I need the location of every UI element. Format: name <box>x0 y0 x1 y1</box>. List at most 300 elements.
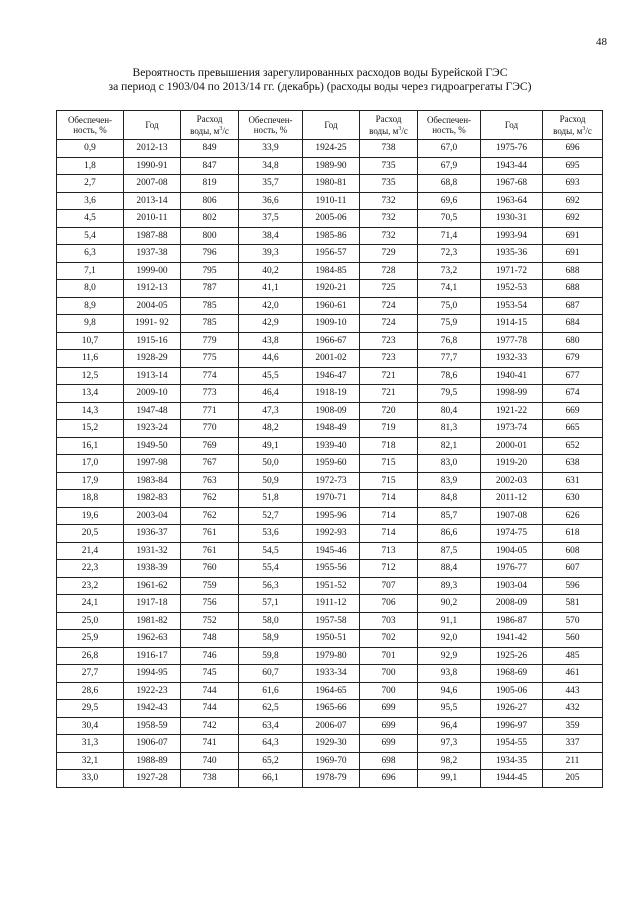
probability-cell: 65,2 <box>239 752 303 770</box>
flow-cell: 359 <box>543 717 603 735</box>
table-row <box>57 647 603 665</box>
flow-cell: 714 <box>360 525 418 543</box>
flow-cell: 699 <box>360 700 418 718</box>
probability-cell: 64,3 <box>239 735 303 753</box>
probability-cell: 79,5 <box>418 385 481 403</box>
header-year: Год <box>303 111 360 140</box>
flow-cell: 762 <box>181 490 239 508</box>
year-cell: 1998-99 <box>481 385 543 403</box>
table-row <box>57 402 603 420</box>
year-cell: 2011-12 <box>481 490 543 508</box>
probability-cell: 43,8 <box>239 332 303 350</box>
probability-cell: 9,8 <box>57 315 124 333</box>
table-row <box>57 420 603 438</box>
table-row <box>57 560 603 578</box>
year-cell: 1940-41 <box>481 367 543 385</box>
probability-cell: 37,5 <box>239 210 303 228</box>
probability-cell: 3,6 <box>57 192 124 210</box>
table-row <box>57 630 603 648</box>
year-cell: 1949-50 <box>124 437 181 455</box>
year-cell: 1933-34 <box>303 665 360 683</box>
flow-cell: 693 <box>543 175 603 193</box>
flow-cell: 819 <box>181 175 239 193</box>
probability-cell: 96,4 <box>418 717 481 735</box>
table-row <box>57 717 603 735</box>
probability-cell: 10,7 <box>57 332 124 350</box>
year-cell: 1977-78 <box>481 332 543 350</box>
flow-cell: 720 <box>360 402 418 420</box>
flow-cell: 775 <box>181 350 239 368</box>
probability-cell: 52,7 <box>239 507 303 525</box>
probability-cell: 92,9 <box>418 647 481 665</box>
flow-cell: 652 <box>543 437 603 455</box>
flow-cell: 759 <box>181 577 239 595</box>
probability-cell: 60,7 <box>239 665 303 683</box>
flow-cell: 762 <box>181 507 239 525</box>
probability-cell: 82,1 <box>418 437 481 455</box>
year-cell: 1974-75 <box>481 525 543 543</box>
probability-cell: 5,4 <box>57 227 124 245</box>
year-cell: 1906-07 <box>124 735 181 753</box>
probability-cell: 75,0 <box>418 297 481 315</box>
flow-cell: 596 <box>543 577 603 595</box>
flow-cell: 581 <box>543 595 603 613</box>
probability-cell: 95,5 <box>418 700 481 718</box>
flow-cell: 742 <box>181 717 239 735</box>
probability-cell: 49,1 <box>239 437 303 455</box>
probability-cell: 66,1 <box>239 770 303 788</box>
probability-cell: 16,1 <box>57 437 124 455</box>
flow-cell: 738 <box>181 770 239 788</box>
probability-cell: 32,1 <box>57 752 124 770</box>
probability-cell: 76,8 <box>418 332 481 350</box>
flow-cell: 707 <box>360 577 418 595</box>
flow-cell: 785 <box>181 297 239 315</box>
year-cell: 1918-19 <box>303 385 360 403</box>
probability-cell: 63,4 <box>239 717 303 735</box>
year-cell: 1922-23 <box>124 682 181 700</box>
year-cell: 1927-28 <box>124 770 181 788</box>
year-cell: 1956-57 <box>303 245 360 263</box>
table-row <box>57 770 603 788</box>
title-line-2: за период с 1903/04 по 2013/14 гг. (декабрь) (расходы воды через гидроагрегаты ГЭС) <box>108 80 532 93</box>
flow-cell: 763 <box>181 472 239 490</box>
year-cell: 1959-60 <box>303 455 360 473</box>
table-row <box>57 227 603 245</box>
probability-cell: 67,9 <box>418 157 481 175</box>
year-cell: 2006-07 <box>303 717 360 735</box>
year-cell: 1991- 92 <box>124 315 181 333</box>
probability-cell: 4,5 <box>57 210 124 228</box>
probability-cell: 78,6 <box>418 367 481 385</box>
probability-cell: 19,6 <box>57 507 124 525</box>
year-cell: 1985-86 <box>303 227 360 245</box>
flow-cell: 560 <box>543 630 603 648</box>
table-row <box>57 437 603 455</box>
year-cell: 2012-13 <box>124 140 181 158</box>
probability-cell: 23,2 <box>57 577 124 595</box>
probability-cell: 15,2 <box>57 420 124 438</box>
probability-cell: 89,3 <box>418 577 481 595</box>
year-cell: 1903-04 <box>481 577 543 595</box>
document-title <box>0 66 640 94</box>
flow-cell: 785 <box>181 315 239 333</box>
table-row <box>57 455 603 473</box>
year-cell: 1929-30 <box>303 735 360 753</box>
flow-cell: 748 <box>181 630 239 648</box>
flow-cell: 485 <box>543 647 603 665</box>
year-cell: 1950-51 <box>303 630 360 648</box>
table-row <box>57 175 603 193</box>
table-row <box>57 192 603 210</box>
year-cell: 2007-08 <box>124 175 181 193</box>
probability-cell: 77,7 <box>418 350 481 368</box>
year-cell: 1924-25 <box>303 140 360 158</box>
year-cell: 1937-38 <box>124 245 181 263</box>
probability-cell: 70,5 <box>418 210 481 228</box>
flow-cell: 849 <box>181 140 239 158</box>
table-row <box>57 472 603 490</box>
flow-cell: 719 <box>360 420 418 438</box>
probability-cell: 80,4 <box>418 402 481 420</box>
flow-probability-table <box>56 110 603 788</box>
year-cell: 1972-73 <box>303 472 360 490</box>
probability-cell: 81,3 <box>418 420 481 438</box>
year-cell: 1966-67 <box>303 332 360 350</box>
probability-cell: 2,7 <box>57 175 124 193</box>
flow-cell: 800 <box>181 227 239 245</box>
table-row <box>57 280 603 298</box>
probability-cell: 30,4 <box>57 717 124 735</box>
probability-cell: 83,0 <box>418 455 481 473</box>
table-row <box>57 350 603 368</box>
year-cell: 1938-39 <box>124 560 181 578</box>
year-cell: 2009-10 <box>124 385 181 403</box>
probability-cell: 17,0 <box>57 455 124 473</box>
table-row <box>57 507 603 525</box>
flow-cell: 680 <box>543 332 603 350</box>
year-cell: 1942-43 <box>124 700 181 718</box>
flow-cell: 795 <box>181 262 239 280</box>
probability-cell: 22,3 <box>57 560 124 578</box>
flow-cell: 607 <box>543 560 603 578</box>
probability-cell: 71,4 <box>418 227 481 245</box>
probability-cell: 26,8 <box>57 647 124 665</box>
probability-cell: 90,2 <box>418 595 481 613</box>
probability-cell: 25,0 <box>57 612 124 630</box>
probability-cell: 92,0 <box>418 630 481 648</box>
table-row <box>57 665 603 683</box>
flow-cell: 698 <box>360 752 418 770</box>
flow-cell: 696 <box>360 770 418 788</box>
flow-cell: 432 <box>543 700 603 718</box>
year-cell: 1915-16 <box>124 332 181 350</box>
probability-cell: 72,3 <box>418 245 481 263</box>
flow-cell: 744 <box>181 682 239 700</box>
probability-cell: 50,0 <box>239 455 303 473</box>
year-cell: 1932-33 <box>481 350 543 368</box>
year-cell: 1983-84 <box>124 472 181 490</box>
year-cell: 2013-14 <box>124 192 181 210</box>
probability-cell: 40,2 <box>239 262 303 280</box>
flow-cell: 687 <box>543 297 603 315</box>
year-cell: 1973-74 <box>481 420 543 438</box>
flow-cell: 769 <box>181 437 239 455</box>
year-cell: 1951-52 <box>303 577 360 595</box>
year-cell: 1960-61 <box>303 297 360 315</box>
flow-cell: 570 <box>543 612 603 630</box>
year-cell: 1944-45 <box>481 770 543 788</box>
year-cell: 1962-63 <box>124 630 181 648</box>
probability-cell: 53,6 <box>239 525 303 543</box>
year-cell: 1936-37 <box>124 525 181 543</box>
flow-cell: 692 <box>543 192 603 210</box>
year-cell: 1961-62 <box>124 577 181 595</box>
flow-cell: 767 <box>181 455 239 473</box>
year-cell: 1931-32 <box>124 542 181 560</box>
flow-cell: 787 <box>181 280 239 298</box>
flow-cell: 779 <box>181 332 239 350</box>
table-row <box>57 700 603 718</box>
table-body <box>57 140 603 788</box>
title-line-1: Вероятность превышения зарегулированных расходов воды Бурейской ГЭС <box>132 66 508 79</box>
flow-cell: 732 <box>360 227 418 245</box>
probability-cell: 1,8 <box>57 157 124 175</box>
flow-cell: 631 <box>543 472 603 490</box>
header-year: Год <box>481 111 543 140</box>
probability-cell: 28,6 <box>57 682 124 700</box>
year-cell: 1925-26 <box>481 647 543 665</box>
flow-cell: 443 <box>543 682 603 700</box>
year-cell: 1941-42 <box>481 630 543 648</box>
flow-cell: 691 <box>543 227 603 245</box>
table-header-row <box>57 111 603 140</box>
flow-cell: 701 <box>360 647 418 665</box>
probability-cell: 36,6 <box>239 192 303 210</box>
flow-cell: 688 <box>543 262 603 280</box>
year-cell: 1905-06 <box>481 682 543 700</box>
page-number: 48 <box>596 36 607 48</box>
flow-cell: 692 <box>543 210 603 228</box>
year-cell: 1986-87 <box>481 612 543 630</box>
probability-cell: 99,1 <box>418 770 481 788</box>
table-row <box>57 735 603 753</box>
flow-cell: 703 <box>360 612 418 630</box>
flow-cell: 729 <box>360 245 418 263</box>
probability-cell: 56,3 <box>239 577 303 595</box>
probability-cell: 50,9 <box>239 472 303 490</box>
probability-cell: 33,0 <box>57 770 124 788</box>
probability-cell: 97,3 <box>418 735 481 753</box>
probability-cell: 73,2 <box>418 262 481 280</box>
probability-cell: 57,1 <box>239 595 303 613</box>
year-cell: 1953-54 <box>481 297 543 315</box>
table-row <box>57 210 603 228</box>
year-cell: 1916-17 <box>124 647 181 665</box>
flow-cell: 677 <box>543 367 603 385</box>
year-cell: 1911-12 <box>303 595 360 613</box>
probability-cell: 98,2 <box>418 752 481 770</box>
year-cell: 1996-97 <box>481 717 543 735</box>
flow-cell: 211 <box>543 752 603 770</box>
probability-cell: 17,9 <box>57 472 124 490</box>
probability-cell: 42,0 <box>239 297 303 315</box>
year-cell: 2010-11 <box>124 210 181 228</box>
year-cell: 1963-64 <box>481 192 543 210</box>
flow-cell: 802 <box>181 210 239 228</box>
flow-cell: 723 <box>360 332 418 350</box>
year-cell: 1971-72 <box>481 262 543 280</box>
probability-cell: 29,5 <box>57 700 124 718</box>
table-row <box>57 245 603 263</box>
year-cell: 1988-89 <box>124 752 181 770</box>
flow-cell: 205 <box>543 770 603 788</box>
probability-cell: 84,8 <box>418 490 481 508</box>
flow-cell: 738 <box>360 140 418 158</box>
probability-cell: 83,9 <box>418 472 481 490</box>
year-cell: 1975-76 <box>481 140 543 158</box>
year-cell: 2004-05 <box>124 297 181 315</box>
flow-cell: 735 <box>360 157 418 175</box>
year-cell: 2002-03 <box>481 472 543 490</box>
flow-cell: 702 <box>360 630 418 648</box>
year-cell: 1958-59 <box>124 717 181 735</box>
probability-cell: 46,4 <box>239 385 303 403</box>
table-row <box>57 262 603 280</box>
year-cell: 1913-14 <box>124 367 181 385</box>
year-cell: 2000-01 <box>481 437 543 455</box>
flow-cell: 706 <box>360 595 418 613</box>
flow-cell: 718 <box>360 437 418 455</box>
table-row <box>57 612 603 630</box>
year-cell: 1939-40 <box>303 437 360 455</box>
table-row <box>57 490 603 508</box>
probability-cell: 38,4 <box>239 227 303 245</box>
probability-cell: 45,5 <box>239 367 303 385</box>
flow-cell: 723 <box>360 350 418 368</box>
table-row <box>57 595 603 613</box>
year-cell: 1904-05 <box>481 542 543 560</box>
year-cell: 1948-49 <box>303 420 360 438</box>
flow-cell: 745 <box>181 665 239 683</box>
year-cell: 2005-06 <box>303 210 360 228</box>
year-cell: 1945-46 <box>303 542 360 560</box>
flow-cell: 761 <box>181 542 239 560</box>
year-cell: 1990-91 <box>124 157 181 175</box>
probability-cell: 91,1 <box>418 612 481 630</box>
flow-cell: 774 <box>181 367 239 385</box>
flow-cell: 732 <box>360 192 418 210</box>
flow-cell: 700 <box>360 682 418 700</box>
year-cell: 1984-85 <box>303 262 360 280</box>
probability-cell: 12,5 <box>57 367 124 385</box>
flow-cell: 756 <box>181 595 239 613</box>
probability-cell: 6,3 <box>57 245 124 263</box>
header-flow: Расход воды, $м^3/с$ <box>543 111 603 140</box>
flow-cell: 752 <box>181 612 239 630</box>
probability-cell: 62,5 <box>239 700 303 718</box>
year-cell: 1930-31 <box>481 210 543 228</box>
header-probability: Обеспечен- ность, % <box>239 111 303 140</box>
probability-cell: 75,9 <box>418 315 481 333</box>
probability-cell: 7,1 <box>57 262 124 280</box>
flow-cell: 724 <box>360 297 418 315</box>
flow-cell: 714 <box>360 490 418 508</box>
flow-cell: 732 <box>360 210 418 228</box>
year-cell: 1908-09 <box>303 402 360 420</box>
year-cell: 1969-70 <box>303 752 360 770</box>
flow-cell: 715 <box>360 455 418 473</box>
year-cell: 1995-96 <box>303 507 360 525</box>
table-row <box>57 682 603 700</box>
flow-cell: 713 <box>360 542 418 560</box>
year-cell: 1952-53 <box>481 280 543 298</box>
year-cell: 1943-44 <box>481 157 543 175</box>
flow-cell: 630 <box>543 490 603 508</box>
probability-cell: 68,8 <box>418 175 481 193</box>
table-row <box>57 140 603 158</box>
flow-cell: 847 <box>181 157 239 175</box>
flow-cell: 688 <box>543 280 603 298</box>
probability-cell: 61,6 <box>239 682 303 700</box>
flow-cell: 806 <box>181 192 239 210</box>
probability-cell: 74,1 <box>418 280 481 298</box>
year-cell: 1912-13 <box>124 280 181 298</box>
table-row <box>57 577 603 595</box>
year-cell: 1993-94 <box>481 227 543 245</box>
year-cell: 1981-82 <box>124 612 181 630</box>
flow-cell: 714 <box>360 507 418 525</box>
flow-cell: 746 <box>181 647 239 665</box>
flow-cell: 695 <box>543 157 603 175</box>
year-cell: 1921-22 <box>481 402 543 420</box>
probability-cell: 69,6 <box>418 192 481 210</box>
flow-cell: 725 <box>360 280 418 298</box>
flow-cell: 712 <box>360 560 418 578</box>
year-cell: 1979-80 <box>303 647 360 665</box>
year-cell: 1935-36 <box>481 245 543 263</box>
probability-cell: 35,7 <box>239 175 303 193</box>
flow-cell: 761 <box>181 525 239 543</box>
header-probability: Обеспечен- ность, % <box>418 111 481 140</box>
probability-cell: 44,6 <box>239 350 303 368</box>
probability-cell: 27,7 <box>57 665 124 683</box>
flow-cell: 741 <box>181 735 239 753</box>
flow-cell: 696 <box>543 140 603 158</box>
year-cell: 1965-66 <box>303 700 360 718</box>
probability-cell: 85,7 <box>418 507 481 525</box>
year-cell: 1976-77 <box>481 560 543 578</box>
year-cell: 1989-90 <box>303 157 360 175</box>
year-cell: 2008-09 <box>481 595 543 613</box>
year-cell: 1980-81 <box>303 175 360 193</box>
flow-cell: 679 <box>543 350 603 368</box>
probability-cell: 11,6 <box>57 350 124 368</box>
flow-cell: 626 <box>543 507 603 525</box>
year-cell: 1997-98 <box>124 455 181 473</box>
flow-cell: 724 <box>360 315 418 333</box>
probability-cell: 55,4 <box>239 560 303 578</box>
probability-cell: 39,3 <box>239 245 303 263</box>
probability-cell: 94,6 <box>418 682 481 700</box>
header-flow: Расход воды, $м^3/с$ <box>181 111 239 140</box>
year-cell: 1954-55 <box>481 735 543 753</box>
flow-cell: 638 <box>543 455 603 473</box>
flow-cell: 665 <box>543 420 603 438</box>
probability-cell: 58,9 <box>239 630 303 648</box>
probability-cell: 25,9 <box>57 630 124 648</box>
probability-cell: 41,1 <box>239 280 303 298</box>
